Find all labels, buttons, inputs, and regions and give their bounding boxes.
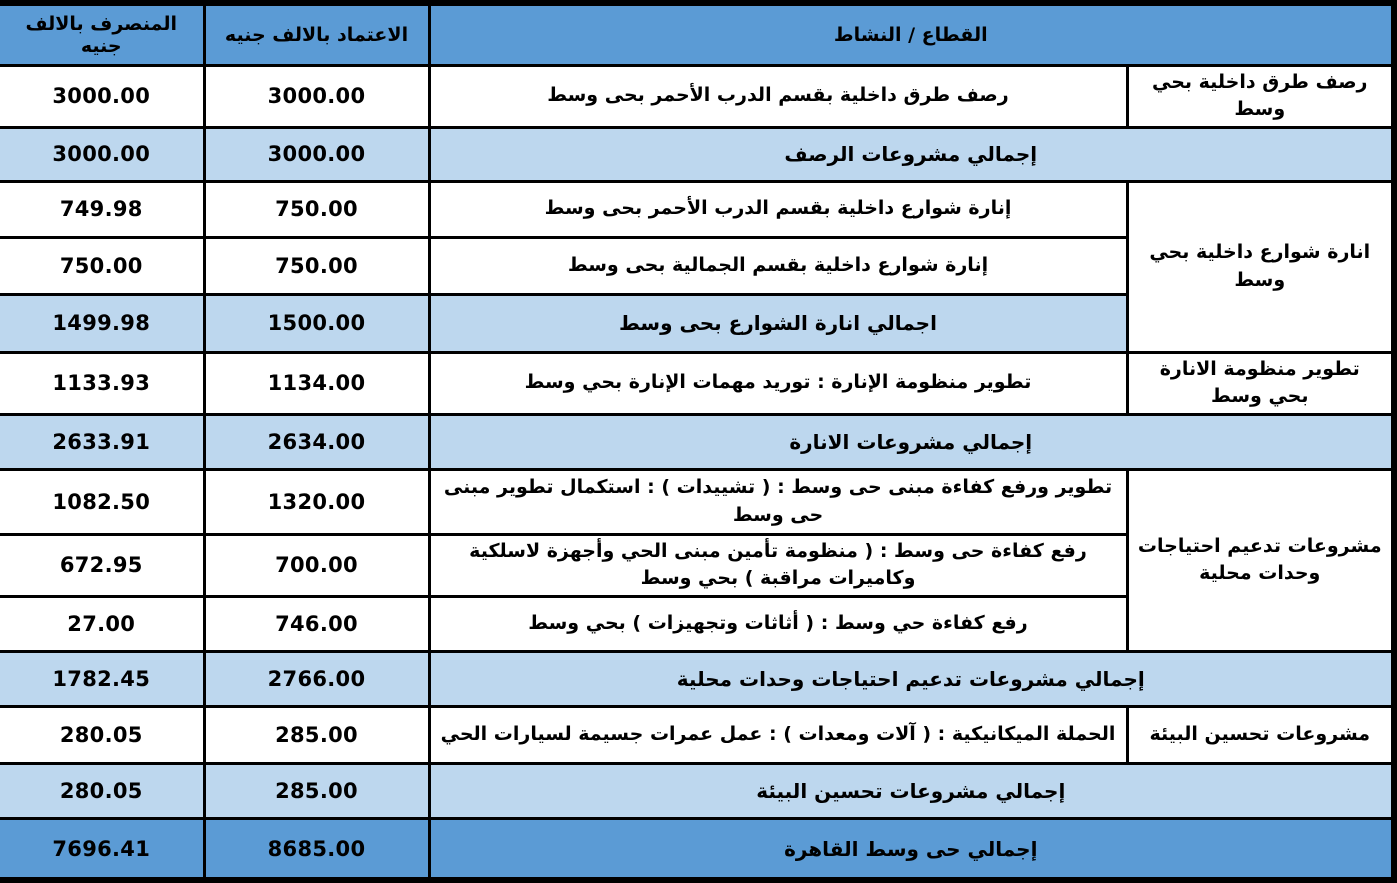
disbursed-value: 1782.45	[0, 651, 204, 706]
approved-value: 8685.00	[204, 818, 429, 880]
activity-cell: إنارة شوارع داخلية بقسم الدرب الأحمر بحى وسط	[429, 181, 1127, 237]
grand-total-row	[0, 818, 1394, 880]
disbursed-value: 3000.00	[0, 65, 204, 127]
category-cell-lighting-system: تطوير منظومة الانارة بحي وسط	[1127, 352, 1394, 414]
approved-value: 2766.00	[204, 651, 429, 706]
subtotal-label: اجمالي انارة الشوارع بحى وسط	[429, 294, 1127, 352]
disbursed-value: 750.00	[0, 237, 204, 294]
category-cell-paving: رصف طرق داخلية بحي وسط	[1127, 65, 1394, 127]
table-header-row	[0, 3, 1394, 65]
approved-value: 750.00	[204, 181, 429, 237]
disbursed-value: 3000.00	[0, 127, 204, 181]
category-cell-street-lighting: انارة شوارع داخلية بحي وسط	[1127, 181, 1394, 352]
approved-value: 285.00	[204, 706, 429, 763]
activity-cell: رفع كفاءة حى وسط : ( منظومة تأمين مبنى الحي وأجهزة لاسلكية وكاميرات مراقبة ) بحي وسط	[429, 534, 1127, 596]
approved-value: 2634.00	[204, 414, 429, 469]
subtotal-label: إجمالي مشروعات تحسين البيئة	[429, 763, 1394, 818]
table-row	[0, 65, 1394, 127]
grand-total-label: إجمالي حى وسط القاهرة	[429, 818, 1394, 880]
disbursed-value: 672.95	[0, 534, 204, 596]
approved-value: 1320.00	[204, 469, 429, 534]
table-row	[0, 352, 1394, 414]
disbursed-value: 1133.93	[0, 352, 204, 414]
col-header-disbursed: المنصرف بالالف جنيه	[0, 3, 204, 65]
approved-value: 285.00	[204, 763, 429, 818]
disbursed-value: 2633.91	[0, 414, 204, 469]
subtotal-row-paving	[0, 127, 1394, 181]
approved-value: 3000.00	[204, 65, 429, 127]
subtotal-label: إجمالي مشروعات الانارة	[429, 414, 1394, 469]
category-cell-environment-improvement: مشروعات تحسين البيئة	[1127, 706, 1394, 763]
subtotal-row-lighting	[0, 414, 1394, 469]
activity-cell: رصف طرق داخلية بقسم الدرب الأحمر بحى وسط	[429, 65, 1127, 127]
activity-cell: الحملة الميكانيكية : ( آلات ومعدات ) : عمل عمرات جسيمة لسيارات الحي	[429, 706, 1127, 763]
table-row	[0, 706, 1394, 763]
table-row	[0, 181, 1394, 237]
approved-value: 750.00	[204, 237, 429, 294]
activity-cell: تطوير ورفع كفاءة مبنى حى وسط : ( تشييدات ) : استكمال تطوير مبنى حى وسط	[429, 469, 1127, 534]
approved-value: 1500.00	[204, 294, 429, 352]
disbursed-value: 7696.41	[0, 818, 204, 880]
disbursed-value: 280.05	[0, 763, 204, 818]
category-cell-local-units-support: مشروعات تدعيم احتياجات وحدات محلية	[1127, 469, 1394, 651]
subtotal-label: إجمالي مشروعات تدعيم احتياجات وحدات محلية	[429, 651, 1394, 706]
col-header-sector-activity: القطاع / النشاط	[429, 3, 1394, 65]
disbursed-value: 27.00	[0, 596, 204, 651]
subtotal-row-environment	[0, 763, 1394, 818]
approved-value: 1134.00	[204, 352, 429, 414]
approved-value: 3000.00	[204, 127, 429, 181]
disbursed-value: 749.98	[0, 181, 204, 237]
subtotal-label: إجمالي مشروعات الرصف	[429, 127, 1394, 181]
activity-cell: رفع كفاءة حي وسط : ( أثاثات وتجهيزات ) بحي وسط	[429, 596, 1127, 651]
disbursed-value: 1082.50	[0, 469, 204, 534]
approved-value: 746.00	[204, 596, 429, 651]
disbursed-value: 1499.98	[0, 294, 204, 352]
activity-cell: تطوير منظومة الإنارة : توريد مهمات الإنارة بحي وسط	[429, 352, 1127, 414]
subtotal-row-local-units-support	[0, 651, 1394, 706]
activity-cell: إنارة شوارع داخلية بقسم الجمالية بحى وسط	[429, 237, 1127, 294]
table-row	[0, 469, 1394, 534]
disbursed-value: 280.05	[0, 706, 204, 763]
approved-value: 700.00	[204, 534, 429, 596]
col-header-approved: الاعتماد بالالف جنيه	[204, 3, 429, 65]
